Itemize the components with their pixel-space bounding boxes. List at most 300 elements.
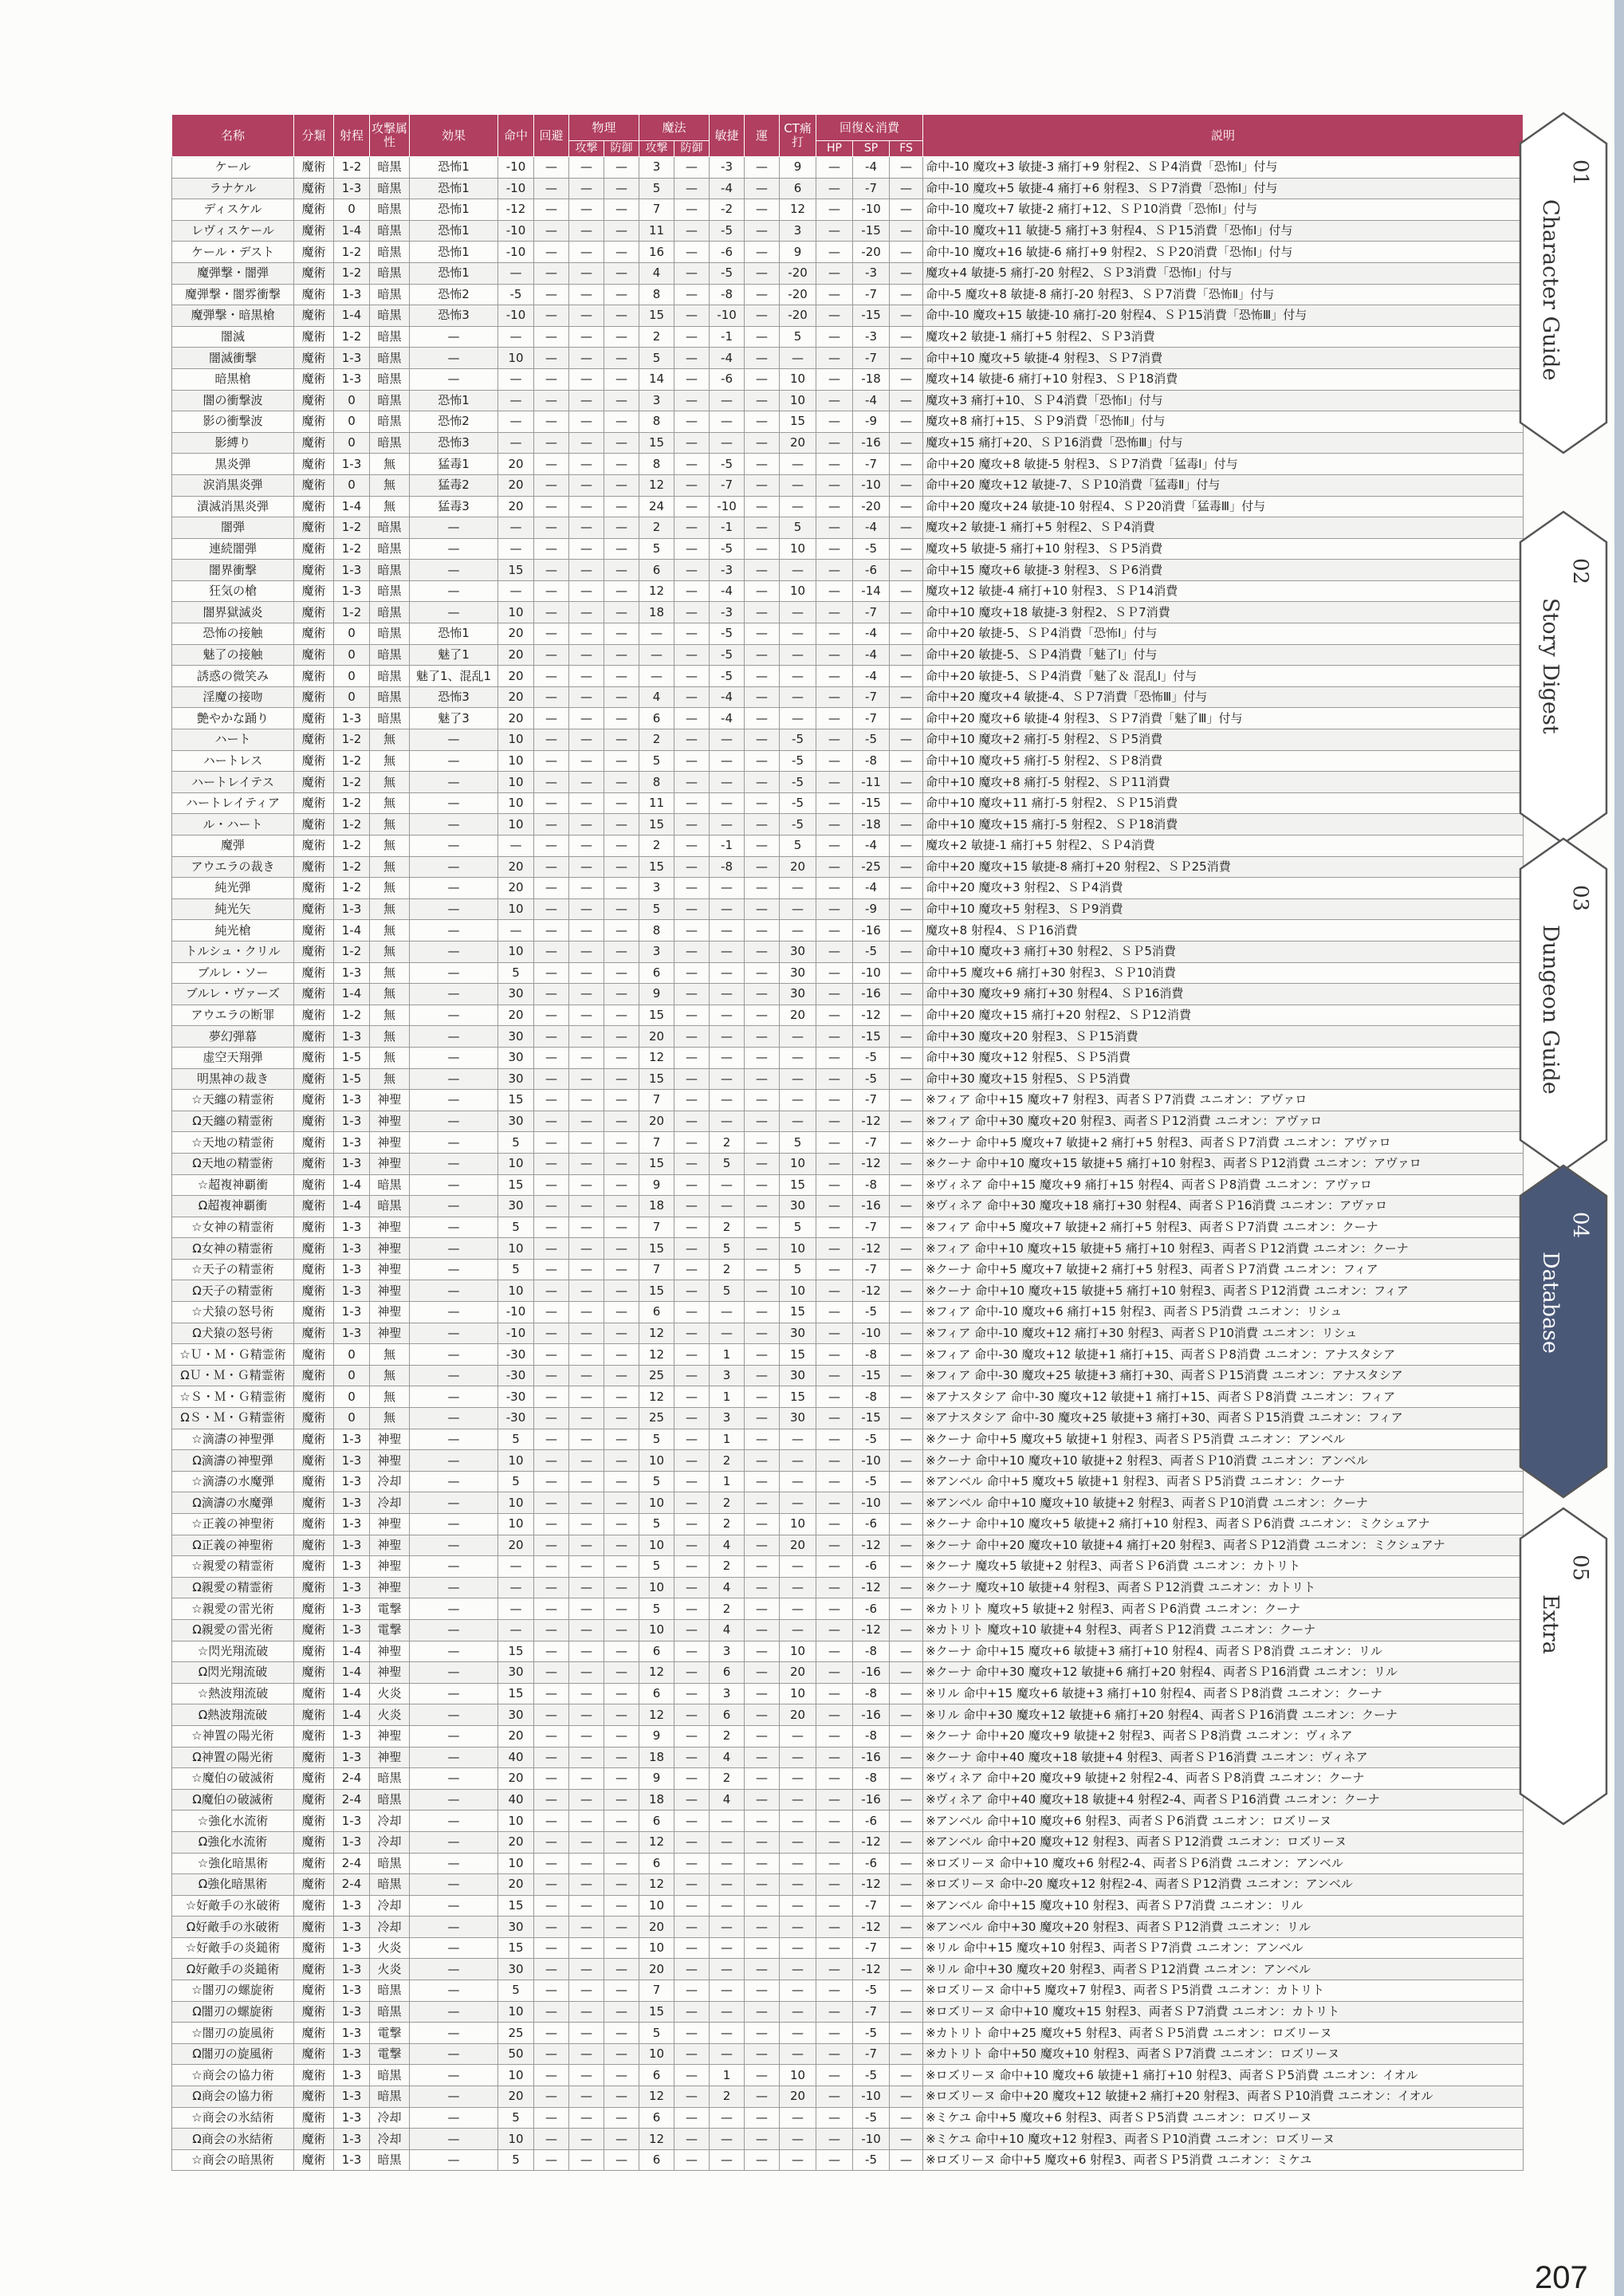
cell-attr: 神聖 bbox=[370, 1429, 410, 1450]
cell-sp: -16 bbox=[853, 1196, 890, 1217]
cell-range: 1-3 bbox=[334, 1831, 370, 1853]
cell-fs: — bbox=[890, 474, 923, 496]
cell-phys-def: — bbox=[604, 856, 639, 878]
cell-attr: 神聖 bbox=[370, 1577, 410, 1598]
cell-sp: -20 bbox=[853, 242, 890, 263]
cell-ct: — bbox=[780, 1047, 816, 1068]
cell-effect: — bbox=[410, 898, 498, 920]
cell-magic-def: — bbox=[674, 1196, 710, 1217]
tab-story-digest[interactable] bbox=[1519, 510, 1608, 845]
cell-agi: 2 bbox=[710, 2086, 745, 2108]
cell-fs: — bbox=[890, 1853, 923, 1874]
cell-ct: 9 bbox=[780, 242, 816, 263]
cell-hit: 20 bbox=[498, 856, 534, 878]
cell-evade: — bbox=[534, 1174, 569, 1196]
cell-ct: 30 bbox=[780, 1365, 816, 1386]
cell-hp: — bbox=[816, 432, 853, 454]
cell-category: 魔術 bbox=[294, 1853, 334, 1874]
cell-sp: -5 bbox=[853, 1471, 890, 1492]
cell-luck: — bbox=[745, 941, 780, 962]
cell-hp: — bbox=[816, 305, 853, 327]
cell-effect: — bbox=[410, 1810, 498, 1832]
cell-sp: -15 bbox=[853, 1365, 890, 1386]
cell-evade: — bbox=[534, 1598, 569, 1620]
cell-phys-atk: — bbox=[569, 1323, 604, 1344]
cell-desc: ※クーナ 魔攻+10 敏捷+4 射程3、両者ＳＰ12消費 ユニオン：カトリト bbox=[923, 1577, 1524, 1598]
cell-phys-def: — bbox=[604, 1535, 639, 1556]
col-name: 名称 bbox=[172, 115, 294, 157]
cell-desc: 命中+30 魔攻+12 射程5、ＳＰ5消費 bbox=[923, 1047, 1524, 1068]
cell-fs: — bbox=[890, 1132, 923, 1154]
cell-hp: — bbox=[816, 1598, 853, 1620]
cell-agi: 2 bbox=[710, 1514, 745, 1535]
cell-range: 1-3 bbox=[334, 560, 370, 581]
cell-range: 1-3 bbox=[334, 2023, 370, 2044]
cell-magic-def: — bbox=[674, 1853, 710, 1874]
cell-hp: — bbox=[816, 157, 853, 179]
table-row bbox=[172, 496, 1524, 517]
cell-desc: ※カトリト 魔攻+10 敏捷+4 射程3、両者ＳＰ12消費 ユニオン：クーナ bbox=[923, 1619, 1524, 1641]
cell-attr: 無 bbox=[370, 1026, 410, 1048]
cell-effect: — bbox=[410, 1683, 498, 1704]
cell-desc: 命中-10 魔攻+7 敏捷-2 痛打+12、ＳＰ10消費「恐怖Ⅰ」付与 bbox=[923, 199, 1524, 221]
cell-desc: ※カトリト 命中+25 魔攻+5 射程3、両者ＳＰ5消費 ユニオン：ロズリーヌ bbox=[923, 2023, 1524, 2044]
cell-effect: — bbox=[410, 984, 498, 1005]
cell-ct: -20 bbox=[780, 284, 816, 305]
cell-evade: — bbox=[534, 1980, 569, 2002]
cell-phys-atk: — bbox=[569, 1408, 604, 1429]
cell-luck: — bbox=[745, 792, 780, 814]
cell-magic-atk: 2 bbox=[639, 326, 674, 348]
cell-hit: — bbox=[498, 368, 534, 390]
cell-sp: -8 bbox=[853, 1386, 890, 1408]
cell-luck: — bbox=[745, 814, 780, 835]
cell-magic-def: — bbox=[674, 199, 710, 221]
cell-fs: — bbox=[890, 178, 923, 199]
cell-magic-def: — bbox=[674, 1747, 710, 1768]
cell-category: 魔術 bbox=[294, 962, 334, 984]
cell-phys-atk: — bbox=[569, 644, 604, 666]
cell-name: ☆天子の精霊術 bbox=[172, 1259, 294, 1280]
cell-effect: — bbox=[410, 878, 498, 899]
cell-range: 1-3 bbox=[334, 2107, 370, 2129]
cell-name: Ω好敵手の氷破術 bbox=[172, 1917, 294, 1938]
cell-name: 誘惑の微笑み bbox=[172, 666, 294, 687]
cell-evade: — bbox=[534, 1641, 569, 1662]
cell-sp: -10 bbox=[853, 474, 890, 496]
tab-number: 04 bbox=[1568, 1212, 1592, 1239]
cell-range: 0 bbox=[334, 199, 370, 221]
cell-evade: — bbox=[534, 686, 569, 708]
tab-label: Dungeon Guide bbox=[1538, 925, 1563, 1095]
cell-phys-atk: — bbox=[569, 666, 604, 687]
cell-effect: 恐怖3 bbox=[410, 686, 498, 708]
cell-fs: — bbox=[890, 1111, 923, 1132]
cell-magic-atk: 6 bbox=[639, 1810, 674, 1832]
cell-desc: 命中+15 魔攻+6 敏捷-3 射程3、ＳＰ6消費 bbox=[923, 560, 1524, 581]
cell-effect: — bbox=[410, 941, 498, 962]
cell-agi: 5 bbox=[710, 1153, 745, 1174]
cell-attr: 無 bbox=[370, 772, 410, 793]
cell-range: 1-3 bbox=[334, 2086, 370, 2108]
cell-category: 魔術 bbox=[294, 644, 334, 666]
cell-agi: — bbox=[710, 1831, 745, 1853]
cell-phys-def: — bbox=[604, 729, 639, 751]
cell-phys-def: — bbox=[604, 1429, 639, 1450]
cell-agi: — bbox=[710, 1323, 745, 1344]
cell-attr: 無 bbox=[370, 962, 410, 984]
cell-fs: — bbox=[890, 1768, 923, 1790]
cell-name: 闇界衝撃 bbox=[172, 560, 294, 581]
cell-luck: — bbox=[745, 729, 780, 751]
cell-category: 魔術 bbox=[294, 538, 334, 560]
cell-hp: — bbox=[816, 1323, 853, 1344]
cell-phys-def: — bbox=[604, 432, 639, 454]
cell-phys-def: — bbox=[604, 517, 639, 539]
cell-effect: — bbox=[410, 1238, 498, 1260]
cell-hp: — bbox=[816, 1937, 853, 1959]
cell-ct: 9 bbox=[780, 157, 816, 179]
cell-agi: — bbox=[710, 1174, 745, 1196]
cell-attr: 暗黒 bbox=[370, 560, 410, 581]
cell-hit: 10 bbox=[498, 1492, 534, 1514]
tab-character-guide[interactable] bbox=[1519, 112, 1608, 454]
cell-range: 1-3 bbox=[334, 178, 370, 199]
cell-name: ☆天地の精霊術 bbox=[172, 1132, 294, 1154]
cell-ct: 20 bbox=[780, 1662, 816, 1684]
cell-evade: — bbox=[534, 2107, 569, 2129]
cell-ct: — bbox=[780, 1937, 816, 1959]
cell-name: 純光弾 bbox=[172, 878, 294, 899]
cell-fs: — bbox=[890, 1514, 923, 1535]
cell-phys-atk: — bbox=[569, 1111, 604, 1132]
cell-phys-atk: — bbox=[569, 1344, 604, 1366]
cell-luck: — bbox=[745, 326, 780, 348]
cell-luck: — bbox=[745, 474, 780, 496]
cell-range: 1-2 bbox=[334, 157, 370, 179]
cell-category: 魔術 bbox=[294, 1895, 334, 1917]
cell-effect: — bbox=[410, 1577, 498, 1598]
cell-ct: — bbox=[780, 1831, 816, 1853]
cell-agi: 3 bbox=[710, 1641, 745, 1662]
cell-effect: — bbox=[410, 2065, 498, 2086]
table-row bbox=[172, 1514, 1524, 1535]
table-row bbox=[172, 856, 1524, 878]
cell-fs: — bbox=[890, 1450, 923, 1472]
table-row bbox=[172, 1068, 1524, 1090]
cell-fs: — bbox=[890, 2107, 923, 2129]
cell-attr: 無 bbox=[370, 1365, 410, 1386]
cell-range: 1-2 bbox=[334, 772, 370, 793]
cell-agi: -1 bbox=[710, 835, 745, 857]
cell-desc: 命中+20 魔攻+8 敏捷-5 射程3、ＳＰ7消費「猛毒Ⅰ」付与 bbox=[923, 454, 1524, 475]
cell-hp: — bbox=[816, 1641, 853, 1662]
cell-desc: ※ロズリーヌ 命中+5 魔攻+7 射程3、両者ＳＰ5消費 ユニオン：カトリト bbox=[923, 1980, 1524, 2002]
cell-name: ル・ハート bbox=[172, 814, 294, 835]
cell-attr: 冷却 bbox=[370, 1831, 410, 1853]
cell-category: 魔術 bbox=[294, 1641, 334, 1662]
cell-effect: 恐怖1 bbox=[410, 199, 498, 221]
cell-name: Ω天纏の精霊術 bbox=[172, 1111, 294, 1132]
cell-magic-def: — bbox=[674, 1874, 710, 1896]
cell-evade: — bbox=[534, 1450, 569, 1472]
cell-fs: — bbox=[890, 1959, 923, 1980]
cell-phys-def: — bbox=[604, 1789, 639, 1810]
cell-phys-atk: — bbox=[569, 220, 604, 242]
col-effect: 効果 bbox=[410, 115, 498, 157]
cell-sp: -7 bbox=[853, 1217, 890, 1238]
cell-evade: — bbox=[534, 814, 569, 835]
cell-effect: — bbox=[410, 1959, 498, 1980]
cell-magic-def: — bbox=[674, 368, 710, 390]
cell-luck: — bbox=[745, 1768, 780, 1790]
table-row bbox=[172, 1980, 1524, 2002]
cell-name: 闇滅 bbox=[172, 326, 294, 348]
cell-agi: — bbox=[710, 2107, 745, 2129]
cell-hit: 20 bbox=[498, 708, 534, 729]
cell-magic-atk: 2 bbox=[639, 835, 674, 857]
cell-fs: — bbox=[890, 1238, 923, 1260]
cell-sp: -4 bbox=[853, 666, 890, 687]
cell-range: 1-5 bbox=[334, 1068, 370, 1090]
cell-fs: — bbox=[890, 1323, 923, 1344]
cell-agi: 5 bbox=[710, 1280, 745, 1302]
cell-range: 1-3 bbox=[334, 1725, 370, 1747]
cell-name: ☆Ｕ・Ｍ・Ｇ精霊術 bbox=[172, 1344, 294, 1366]
cell-phys-def: — bbox=[604, 1641, 639, 1662]
cell-hp: — bbox=[816, 199, 853, 221]
cell-range: 1-3 bbox=[334, 1132, 370, 1154]
cell-luck: — bbox=[745, 2086, 780, 2108]
cell-category: 魔術 bbox=[294, 1111, 334, 1132]
cell-hit: 10 bbox=[498, 1450, 534, 1472]
cell-category: 魔術 bbox=[294, 390, 334, 411]
cell-phys-def: — bbox=[604, 1747, 639, 1768]
cell-ct: — bbox=[780, 1090, 816, 1111]
cell-luck: — bbox=[745, 686, 780, 708]
cell-phys-def: — bbox=[604, 686, 639, 708]
cell-evade: — bbox=[534, 1344, 569, 1366]
table-row bbox=[172, 1090, 1524, 1111]
cell-hit: 10 bbox=[498, 898, 534, 920]
cell-category: 魔術 bbox=[294, 1238, 334, 1260]
cell-evade: — bbox=[534, 2065, 569, 2086]
cell-luck: — bbox=[745, 708, 780, 729]
cell-category: 魔術 bbox=[294, 835, 334, 857]
cell-agi: 1 bbox=[710, 1429, 745, 1450]
cell-hit: 15 bbox=[498, 1937, 534, 1959]
table-header bbox=[172, 115, 1524, 157]
cell-ct: 3 bbox=[780, 220, 816, 242]
cell-agi: 6 bbox=[710, 1704, 745, 1726]
cell-sp: -10 bbox=[853, 2086, 890, 2108]
cell-effect: — bbox=[410, 580, 498, 602]
cell-ct: -5 bbox=[780, 772, 816, 793]
cell-luck: — bbox=[745, 1641, 780, 1662]
cell-attr: 暗黒 bbox=[370, 1196, 410, 1217]
cell-range: 1-4 bbox=[334, 1662, 370, 1684]
cell-evade: — bbox=[534, 2086, 569, 2108]
cell-hp: — bbox=[816, 1853, 853, 1874]
cell-phys-def: — bbox=[604, 898, 639, 920]
cell-desc: ※ロズリーヌ 命中+10 魔攻+6 射程2-4、両者ＳＰ6消費 ユニオン：アンベル bbox=[923, 1853, 1524, 1874]
table-row bbox=[172, 1386, 1524, 1408]
cell-evade: — bbox=[534, 474, 569, 496]
cell-hp: — bbox=[816, 1577, 853, 1598]
cell-hp: — bbox=[816, 1980, 853, 2002]
cell-agi: 4 bbox=[710, 1747, 745, 1768]
cell-hp: — bbox=[816, 814, 853, 835]
cell-hp: — bbox=[816, 898, 853, 920]
cell-hit: — bbox=[498, 411, 534, 433]
cell-category: 魔術 bbox=[294, 666, 334, 687]
cell-category: 魔術 bbox=[294, 1302, 334, 1323]
cell-evade: — bbox=[534, 1471, 569, 1492]
cell-ct: — bbox=[780, 454, 816, 475]
cell-evade: — bbox=[534, 1280, 569, 1302]
cell-agi: 2 bbox=[710, 1556, 745, 1578]
table-row bbox=[172, 1450, 1524, 1472]
cell-phys-atk: — bbox=[569, 178, 604, 199]
cell-sp: -7 bbox=[853, 454, 890, 475]
cell-fs: — bbox=[890, 580, 923, 602]
cell-luck: — bbox=[745, 2149, 780, 2171]
cell-desc: 魔攻+2 敏捷-1 痛打+5 射程2、ＳＰ4消費 bbox=[923, 835, 1524, 857]
cell-name: 艶やかな踊り bbox=[172, 708, 294, 729]
cell-attr: 冷却 bbox=[370, 1471, 410, 1492]
cell-attr: 暗黒 bbox=[370, 432, 410, 454]
cell-sp: -5 bbox=[853, 1047, 890, 1068]
cell-category: 魔術 bbox=[294, 1874, 334, 1896]
cell-luck: — bbox=[745, 1747, 780, 1768]
cell-effect: 恐怖1 bbox=[410, 262, 498, 284]
cell-attr: 暗黒 bbox=[370, 1768, 410, 1790]
table-row bbox=[172, 1196, 1524, 1217]
cell-evade: — bbox=[534, 1895, 569, 1917]
cell-ct: — bbox=[780, 2149, 816, 2171]
cell-phys-def: — bbox=[604, 750, 639, 772]
cell-magic-def: — bbox=[674, 474, 710, 496]
cell-hit: 10 bbox=[498, 1153, 534, 1174]
cell-phys-def: — bbox=[604, 1831, 639, 1853]
cell-magic-atk: 3 bbox=[639, 157, 674, 179]
cell-magic-atk: 12 bbox=[639, 1831, 674, 1853]
cell-phys-def: — bbox=[604, 1238, 639, 1260]
cell-range: 1-3 bbox=[334, 2149, 370, 2171]
cell-phys-def: — bbox=[604, 1047, 639, 1068]
cell-attr: 暗黒 bbox=[370, 305, 410, 327]
cell-name: 魅了の接触 bbox=[172, 644, 294, 666]
cell-phys-def: — bbox=[604, 390, 639, 411]
cell-desc: 命中+30 魔攻+20 射程3、ＳＰ15消費 bbox=[923, 1026, 1524, 1048]
cell-name: ☆闇刃の旋風術 bbox=[172, 2023, 294, 2044]
cell-ct: 10 bbox=[780, 368, 816, 390]
cell-phys-def: — bbox=[604, 538, 639, 560]
cell-luck: — bbox=[745, 1577, 780, 1598]
cell-attr: 冷却 bbox=[370, 2129, 410, 2150]
tab-database[interactable] bbox=[1519, 1164, 1608, 1499]
cell-phys-atk: — bbox=[569, 411, 604, 433]
cell-phys-def: — bbox=[604, 454, 639, 475]
cell-effect: — bbox=[410, 2149, 498, 2171]
cell-range: 1-2 bbox=[334, 835, 370, 857]
table-row bbox=[172, 1598, 1524, 1620]
cell-magic-def: — bbox=[674, 326, 710, 348]
cell-name: Ω犬猿の怒号術 bbox=[172, 1323, 294, 1344]
cell-effect: — bbox=[410, 1789, 498, 1810]
cell-hp: — bbox=[816, 560, 853, 581]
cell-phys-def: — bbox=[604, 878, 639, 899]
cell-desc: ※アナスタシア 命中-30 魔攻+12 敏捷+1 痛打+15、両者ＳＰ8消費 ユニオン：フィア bbox=[923, 1386, 1524, 1408]
cell-phys-atk: — bbox=[569, 962, 604, 984]
cell-hp: — bbox=[816, 2065, 853, 2086]
cell-hp: — bbox=[816, 474, 853, 496]
cell-hp: — bbox=[816, 2001, 853, 2023]
cell-ct: 10 bbox=[780, 2065, 816, 2086]
cell-hp: — bbox=[816, 772, 853, 793]
cell-category: 魔術 bbox=[294, 1174, 334, 1196]
cell-hp: — bbox=[816, 792, 853, 814]
cell-desc: 命中+10 魔攻+11 痛打-5 射程2、ＳＰ15消費 bbox=[923, 792, 1524, 814]
cell-agi: 2 bbox=[710, 1132, 745, 1154]
cell-range: 1-2 bbox=[334, 729, 370, 751]
cell-fs: — bbox=[890, 878, 923, 899]
cell-attr: 神聖 bbox=[370, 1259, 410, 1280]
tab-dungeon-guide[interactable] bbox=[1519, 837, 1608, 1172]
cell-evade: — bbox=[534, 1196, 569, 1217]
cell-fs: — bbox=[890, 708, 923, 729]
cell-magic-atk: 5 bbox=[639, 1429, 674, 1450]
cell-sp: -12 bbox=[853, 1111, 890, 1132]
cell-phys-def: — bbox=[604, 220, 639, 242]
cell-category: 魔術 bbox=[294, 1259, 334, 1280]
tab-extra[interactable] bbox=[1519, 1507, 1608, 1826]
cell-magic-def: — bbox=[674, 772, 710, 793]
cell-attr: 暗黒 bbox=[370, 390, 410, 411]
cell-hp: — bbox=[816, 1895, 853, 1917]
cell-name: Ω天地の精霊術 bbox=[172, 1153, 294, 1174]
cell-magic-def: — bbox=[674, 1408, 710, 1429]
cell-name: ☆閃光翔流破 bbox=[172, 1641, 294, 1662]
cell-attr: 暗黒 bbox=[370, 623, 410, 645]
cell-hit: 30 bbox=[498, 1111, 534, 1132]
cell-desc: ※リル 命中+15 魔攻+6 敏捷+3 痛打+10 射程4、両者ＳＰ8消費 ユニオン：クーナ bbox=[923, 1683, 1524, 1704]
cell-ct: — bbox=[780, 666, 816, 687]
table-row bbox=[172, 1662, 1524, 1684]
cell-category: 魔術 bbox=[294, 1280, 334, 1302]
cell-phys-atk: — bbox=[569, 1577, 604, 1598]
cell-magic-atk: — bbox=[639, 623, 674, 645]
cell-magic-def: — bbox=[674, 1662, 710, 1684]
cell-fs: — bbox=[890, 560, 923, 581]
cell-desc: ※クーナ 命中+10 魔攻+15 敏捷+5 痛打+10 射程3、両者ＳＰ12消費 ユニオン：アヴァロ bbox=[923, 1153, 1524, 1174]
table-row bbox=[172, 1323, 1524, 1344]
cell-fs: — bbox=[890, 1874, 923, 1896]
cell-magic-def: — bbox=[674, 686, 710, 708]
cell-phys-def: — bbox=[604, 1090, 639, 1111]
cell-agi: — bbox=[710, 1196, 745, 1217]
table-row bbox=[172, 1937, 1524, 1959]
cell-range: 2-4 bbox=[334, 1874, 370, 1896]
cell-category: 魔術 bbox=[294, 602, 334, 623]
cell-ct: — bbox=[780, 1917, 816, 1938]
cell-name: ☆神置の陽光術 bbox=[172, 1725, 294, 1747]
cell-magic-atk: 7 bbox=[639, 1090, 674, 1111]
cell-category: 魔術 bbox=[294, 157, 334, 179]
table-row bbox=[172, 2149, 1524, 2171]
cell-sp: -16 bbox=[853, 1789, 890, 1810]
cell-evade: — bbox=[534, 962, 569, 984]
